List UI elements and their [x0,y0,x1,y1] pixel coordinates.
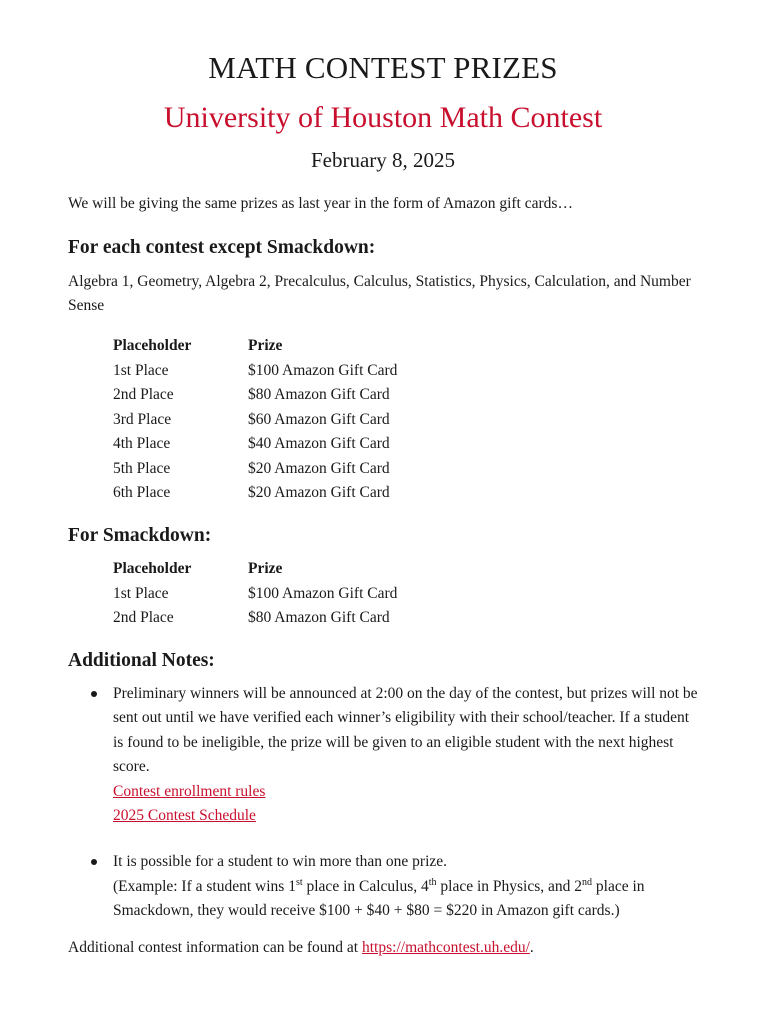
place-cell: 2nd Place [113,386,174,403]
ordinal-suffix: st [295,876,303,888]
enrollment-rules-link[interactable]: Contest enrollment rules [113,782,266,800]
place-cell: 4th Place [113,435,171,452]
main-prize-table [113,334,397,506]
contest-list: Algebra 1, Geometry, Algebra 2, Precalculus, Calculus, Statistics, Physics, Calculation, and Number Sense [68,273,691,314]
table-row [113,582,397,607]
example-part: place in Physics, and 2 [436,877,583,895]
prize-cell: $20 Amazon Gift Card [248,484,390,501]
prize-cell: $100 Amazon Gift Card [248,361,398,379]
footer-text [68,936,534,960]
smackdown-heading: For Smackdown: [68,525,212,546]
notes-list [68,682,698,924]
smackdown-prize-table [113,557,397,631]
contest-date: February 8, 2025 [310,148,456,172]
place-cell: 2nd Place [113,609,174,626]
prize-cell: $100 Amazon Gift Card [248,584,398,602]
example-text [113,875,698,924]
prize-cell: $80 Amazon Gift Card [248,386,390,403]
example-part: place in Smackdown, they would receive $100 + $40 + $80 = $220 in Amazon gift cards.) [113,877,645,920]
ordinal-suffix: th [428,876,437,888]
prize-cell: $40 Amazon Gift Card [248,435,390,452]
intro-text: We will be giving the same prizes as last year in the form of Amazon gift cards… [68,195,573,212]
place-cell: 3rd Place [113,410,172,428]
main-section-heading: For each contest except Smackdown: [68,237,376,258]
page-title: MATH CONTEST PRIZES [208,50,558,85]
prize-header: Prize [248,560,283,577]
place-cell: 6th Place [113,484,171,501]
website-link[interactable]: https://mathcontest.uh.edu/ [362,939,530,956]
table-header-row [113,334,397,359]
list-item [68,682,698,828]
note-text: It is possible for a student to win more than one prize. [113,853,448,871]
footer-period: . [529,939,534,956]
notes-heading: Additional Notes: [68,650,215,671]
place-cell: 5th Place [113,459,171,477]
example-part: place in Calculus, 4 [302,877,429,895]
table-row [113,383,397,408]
page-subtitle: University of Houston Math Contest [163,101,603,134]
footer-label: Additional contest information can be found at [68,939,362,956]
example-part: (Example: If a student wins 1 [113,877,296,895]
prize-cell: $60 Amazon Gift Card [248,410,390,428]
place-cell: 1st Place [113,584,169,602]
prize-cell: $80 Amazon Gift Card [248,609,390,626]
table-row [113,432,397,457]
place-cell: 1st Place [113,361,169,379]
table-header-row [113,557,397,582]
table-row [113,606,397,631]
contest-schedule-link[interactable]: 2025 Contest Schedule [113,807,256,825]
ordinal-suffix: nd [582,876,593,888]
bullet-icon [91,859,97,865]
placeholder-header: Placeholder [113,337,192,354]
prize-header: Prize [248,337,283,354]
list-item [68,850,698,923]
note-text: Preliminary winners will be announced at 2:00 on the day of the contest, but prizes will not be sent out until we have verified each winner’s eligibility with their school/teacher. If a student is found to be ineligible, the prize will be given to an eligible student with the next highest score. [113,685,698,776]
placeholder-header: Placeholder [113,560,192,577]
prize-cell: $20 Amazon Gift Card [248,459,390,477]
table-row [113,359,397,384]
table-row [113,408,397,433]
table-row [113,457,397,482]
table-row [113,481,397,506]
bullet-icon [91,691,97,697]
